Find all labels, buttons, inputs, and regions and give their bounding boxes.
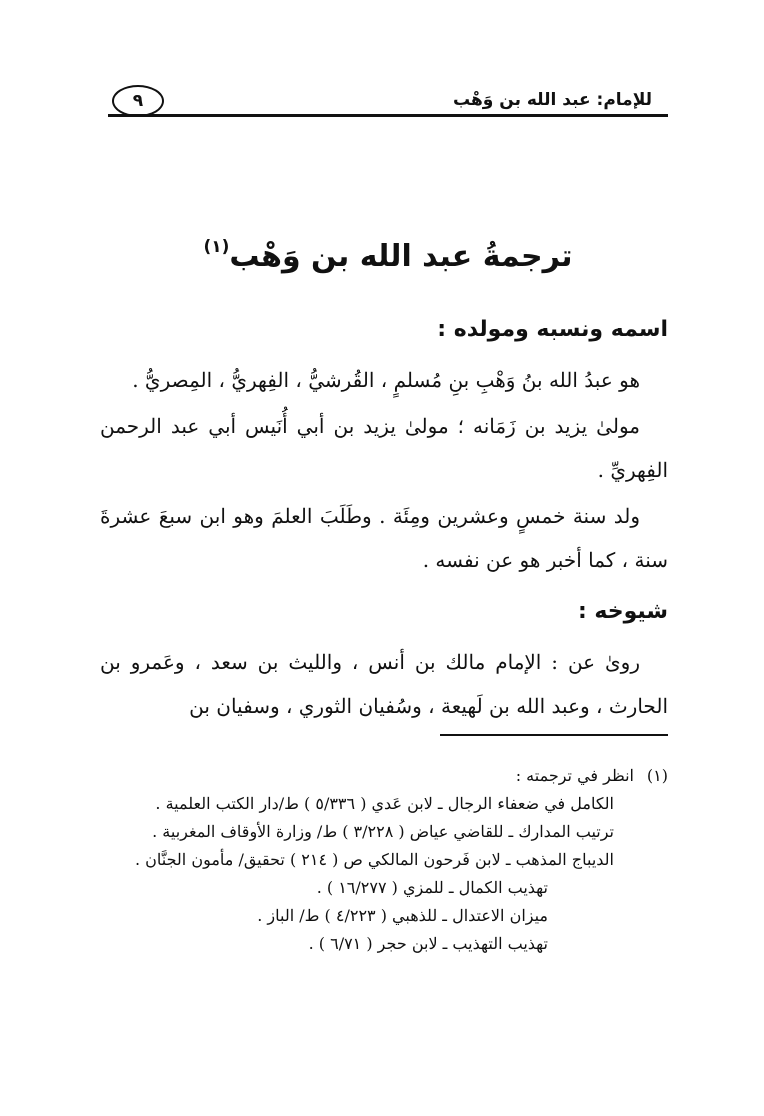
footnote-item: الكامل في ضعفاء الرجال ـ لابن عَدي ( ٥/٣٣٦ ) ط/دار الكتب العلمية . [155, 794, 614, 813]
footnotes [100, 762, 668, 958]
footnote-item: ميزان الاعتدال ـ للذهبي ( ٤/٢٢٣ ) ط/ الباز . [257, 906, 548, 925]
footnote-marker: (١) [646, 766, 668, 785]
footnote-item: تهذيب الكمال ـ للمزي ( ١٦/٢٧٧ ) . [316, 878, 548, 897]
paragraph-name: هو عبدُ الله بنُ وَهْبِ بنِ مُسلمٍ ، القُرشيُّ ، الفِهريُّ ، المِصريُّ . [132, 368, 640, 392]
footnote-heading [100, 762, 668, 790]
running-header-title: للإمام: عبد الله بن وَهْب [453, 90, 652, 110]
page-number-badge: ٩ [112, 85, 164, 117]
section-heading-teachers: شيوخه : [577, 599, 668, 624]
paragraph-teachers: روىٰ عن : الإمام مالك بن أنس ، والليث بن سعد ، وعَمرو بن الحارث ، وعبد الله بن لَهيعة ، وسُفيان الثوري ، وسفيان بن [100, 650, 668, 718]
footnote-intro: انظر في ترجمته : [515, 766, 634, 785]
paragraph-birth: ولد سنة خمسٍ وعشرين ومِئَة . وطَلَبَ العلمَ وهو ابن سبعَ عشرةَ سنة ، كما أخبر هو عن نفسه . [100, 504, 668, 572]
chapter-title-text: ترجمةُ عبد الله بن وَهْب [229, 239, 573, 274]
footnote-item: تهذيب التهذيب ـ لابن حجر ( ٦/٧١ ) . [308, 934, 548, 953]
title-footnote-ref: (١) [203, 237, 230, 257]
footnote-item: ترتيب المدارك ـ للقاضي عياض ( ٣/٢٢٨ ) ط/ وزارة الأوقاف المغربية . [152, 822, 614, 841]
section-heading-name-lineage: اسمه ونسبه ومولده : [437, 317, 668, 342]
paragraph-lineage: مولىٰ يزيد بن زَمَانه ؛ مولىٰ يزيد بن أبي أُنَيس أبي عبد الرحمن الفِهريِّ . [100, 414, 668, 482]
footnote-item: الديباج المذهب ـ لابن فَرحون المالكي ص ( ٢١٤ ) تحقيق/ مأمون الجنَّان . [134, 850, 614, 869]
chapter-title [108, 222, 668, 282]
footnote-divider [440, 734, 668, 736]
header-divider [108, 114, 668, 117]
